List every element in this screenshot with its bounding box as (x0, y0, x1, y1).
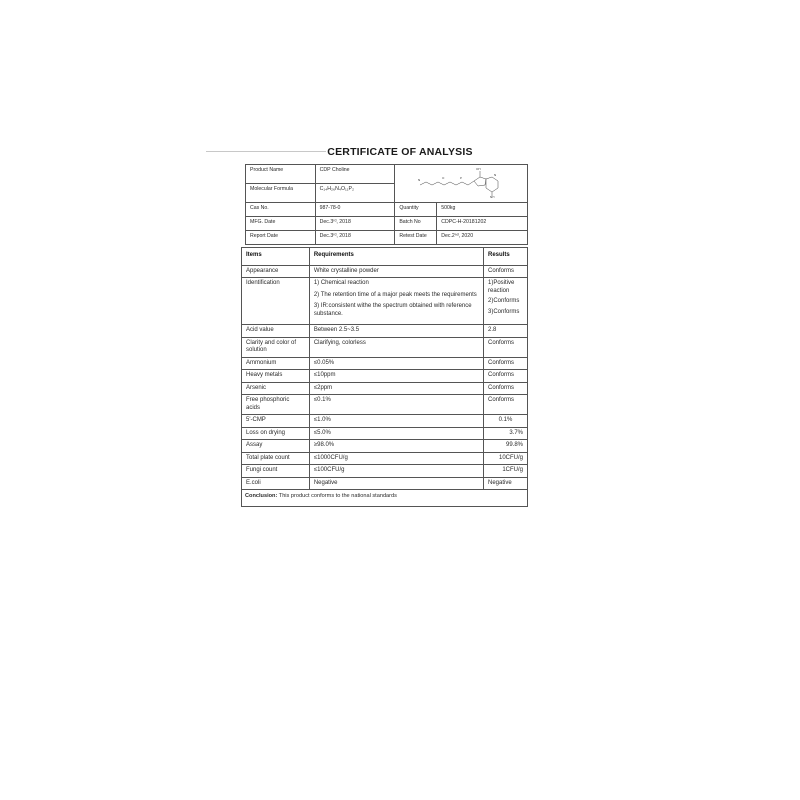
requirement-cell: Negative (309, 477, 483, 490)
svg-text:O: O (442, 176, 445, 180)
retest-date-value: Dec.2ⁿᵈ, 2020 (437, 230, 528, 244)
conclusion-cell (242, 490, 528, 507)
conclusion-label: Conclusion: (245, 493, 278, 499)
requirement-cell: ≤1000CFU/g (309, 452, 483, 465)
table-row (242, 465, 528, 478)
mfg-date-value: Dec.3ʳᵈ, 2018 (315, 216, 395, 230)
requirement-cell: Clarifying, colorless (309, 337, 483, 357)
result-line: 3)Conforms (488, 308, 520, 315)
retest-date-label: Retest Date (395, 230, 437, 244)
cas-label: Cas No. (246, 202, 316, 216)
item-cell: Loss on drying (242, 427, 310, 440)
batch-label: Batch No (395, 216, 437, 230)
requirement-cell: ≤0.05% (309, 357, 483, 370)
items-header: Items (242, 248, 310, 266)
table-row (242, 337, 528, 357)
table-row (242, 382, 528, 395)
item-cell: Acid value (242, 325, 310, 338)
requirement-cell: Between 2.5~3.5 (309, 325, 483, 338)
quantity-value: 500kg (437, 202, 528, 216)
analysis-table (241, 247, 528, 507)
item-cell: Heavy metals (242, 370, 310, 383)
svg-text:P: P (460, 176, 462, 180)
item-cell: Appearance (242, 265, 310, 278)
table-row (242, 415, 528, 428)
result-cell: Conforms (484, 395, 528, 415)
quantity-label: Quantity (395, 202, 437, 216)
results-header: Results (484, 248, 528, 266)
result-cell: 99.8% (484, 440, 528, 453)
requirement-cell: ≤0.1% (309, 395, 483, 415)
requirement-cell: ≤100CFU/g (309, 465, 483, 478)
item-cell: Arsenic (242, 382, 310, 395)
product-name-value: CDP Choline (315, 165, 395, 184)
result-cell: Conforms (484, 370, 528, 383)
molecular-formula-label: Molecular Formula (246, 183, 316, 202)
svg-text:NH: NH (490, 195, 495, 199)
result-cell: 0.1% (484, 415, 528, 428)
table-row (242, 395, 528, 415)
requirement-line: 1) Chemical reaction (313, 280, 369, 286)
requirement-line: 3) IR:consistent withe the spectrum obtained with reference substance. (313, 303, 472, 317)
table-header-row (242, 248, 528, 266)
item-cell: Assay (242, 440, 310, 453)
item-cell: Identification (242, 278, 310, 325)
result-cell: 10CFU/g (484, 452, 528, 465)
requirement-cell: ≤10ppm (309, 370, 483, 383)
mfg-date-label: MFG. Date (246, 216, 316, 230)
svg-text:N: N (494, 173, 497, 177)
result-line: 2)Conforms (488, 298, 520, 304)
table-row (242, 370, 528, 383)
result-cell (484, 278, 528, 325)
svg-text:N: N (418, 178, 421, 182)
requirement-line: 2) The retention time of a major peak meets the requirements (313, 291, 477, 298)
result-cell: Negative (484, 477, 528, 490)
cas-value: 987-78-0 (315, 202, 395, 216)
conclusion-row (242, 490, 528, 507)
item-cell: 5'-CMP (242, 415, 310, 428)
table-row (242, 427, 528, 440)
item-cell: Ammonium (242, 357, 310, 370)
requirement-cell: White crystalline powder (309, 265, 483, 278)
result-line: 1)Positive reaction (488, 280, 515, 294)
result-cell: Conforms (484, 382, 528, 395)
report-date-value: Dec.3ʳᵈ, 2018 (315, 230, 395, 244)
result-cell: Conforms (484, 357, 528, 370)
requirements-header: Requirements (309, 248, 483, 266)
result-cell: Conforms (484, 337, 528, 357)
document-title: CERTIFICATE OF ANALYSIS (327, 146, 473, 158)
table-row (242, 357, 528, 370)
molecular-formula-value: C₁₄H₂₆N₄O₁₁P₂ (315, 183, 395, 202)
product-info-table (245, 164, 528, 245)
item-cell: E.coli (242, 477, 310, 490)
requirement-cell: ≥98.0% (309, 440, 483, 453)
item-cell: Clarity and color of solution (242, 337, 310, 357)
batch-value: CDPC-H-20181202 (437, 216, 528, 230)
requirement-cell: ≤1.0% (309, 415, 483, 428)
item-cell: Total plate count (242, 452, 310, 465)
item-cell: Free phosphoric acids (242, 395, 310, 415)
table-row (242, 265, 528, 278)
table-row (242, 440, 528, 453)
svg-text:OH: OH (476, 167, 481, 171)
result-cell: 1CFU/g (484, 465, 528, 478)
result-cell: 3.7% (484, 427, 528, 440)
table-row (242, 278, 528, 325)
requirement-cell (309, 278, 483, 325)
table-row (242, 477, 528, 490)
result-cell: Conforms (484, 265, 528, 278)
requirement-cell: ≤2ppm (309, 382, 483, 395)
table-row (242, 452, 528, 465)
report-date-label: Report Date (246, 230, 316, 244)
conclusion-text: This product conforms to the national standards (277, 493, 397, 499)
table-row (242, 325, 528, 338)
structural-formula-cell (395, 165, 528, 203)
product-name-label: Product Name (246, 165, 316, 184)
requirement-cell: ≤5.0% (309, 427, 483, 440)
result-cell: 2.8 (484, 325, 528, 338)
structural-formula-image (416, 165, 506, 199)
item-cell: Fungi count (242, 465, 310, 478)
